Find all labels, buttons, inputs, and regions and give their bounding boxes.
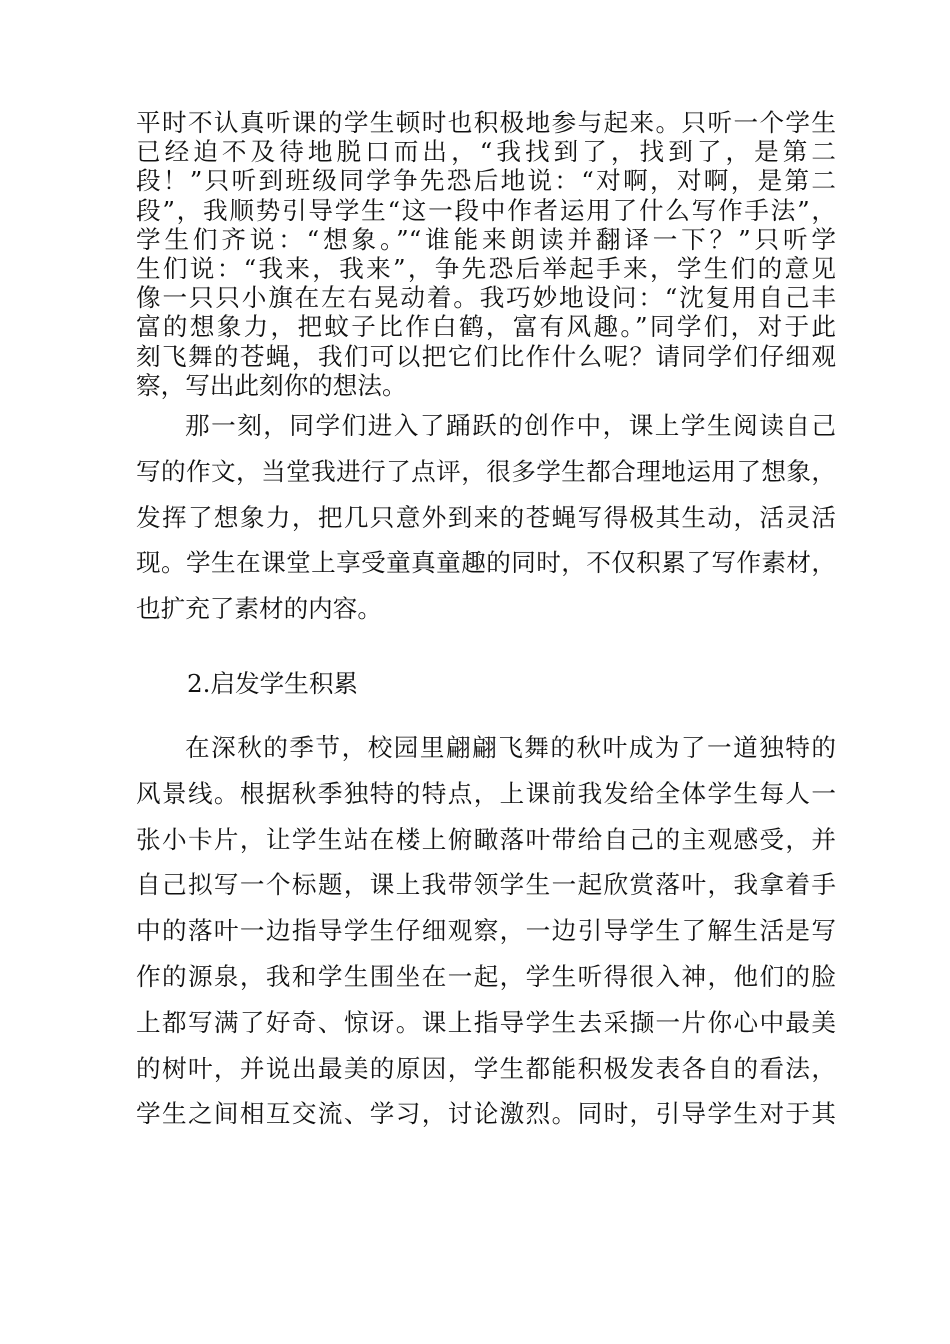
text-line: 上都写满了好奇、惊讶。课上指导学生去采撷一片你心中最美 [136, 1007, 836, 1037]
text-line: 的树叶，并说出最美的原因，学生都能积极发表各自的看法， [136, 1053, 836, 1083]
text-line: 学生之间相互交流、学习，讨论激烈。同时，引导学生对于其 [136, 1099, 836, 1129]
paragraph-creation [136, 403, 836, 632]
text-line: 那一刻，同学们进入了踊跃的创作中，课上学生阅读自己 [185, 411, 836, 440]
text-line: 像一只只小旗在左右晃动着。我巧妙地设问：“沈复用自己丰 [136, 283, 836, 313]
section-heading: 2.启发学生积累 [187, 669, 359, 698]
paragraph-autumn-leaves [136, 725, 836, 1137]
text-line: 发挥了想象力，把几只意外到来的苍蝇写得极其生动，活灵活 [136, 502, 836, 532]
paragraph-dialogue [136, 108, 836, 400]
text-line: 段！”只听到班级同学争先恐后地说：“对啊，对啊，是第二 [136, 166, 836, 196]
text-line: 平时不认真听课的学生顿时也积极地参与起来。只听一个学生 [136, 108, 836, 137]
text-line: 生们说：“我来，我来”，争先恐后举起手来，学生们的意见 [136, 253, 836, 283]
text-line: 风景线。根据秋季独特的特点，上课前我发给全体学生每人一 [136, 778, 836, 808]
text-line: 张小卡片，让学生站在楼上俯瞰落叶带给自己的主观感受，并 [136, 824, 836, 854]
text-line: 富的想象力，把蚊子比作白鹤，富有风趣。”同学们，对于此 [136, 312, 836, 342]
text-line: 学生们齐说：“想象。”“谁能来朗读并翻译一下？”只听学 [136, 224, 836, 254]
text-line: 写的作文，当堂我进行了点评，很多学生都合理地运用了想象， [136, 456, 836, 486]
text-line: 中的落叶一边指导学生仔细观察，一边引导学生了解生活是写 [136, 916, 836, 946]
text-line: 段”，我顺势引导学生“这一段中作者运用了什么写作手法”， [136, 195, 836, 225]
text-line: 察，写出此刻你的想法。 [136, 370, 407, 400]
text-line: 在深秋的季节，校园里翩翩飞舞的秋叶成为了一道独特的 [185, 733, 836, 762]
text-line: 刻飞舞的苍蝇，我们可以把它们比作什么呢？请同学们仔细观 [136, 341, 836, 371]
text-line: 也扩充了素材的内容。 [136, 594, 382, 624]
text-line: 已经迫不及待地脱口而出，“我找到了，找到了，是第二 [136, 137, 836, 167]
text-line: 作的源泉，我和学生围坐在一起，学生听得很入神，他们的脸 [136, 961, 836, 991]
text-line: 自己拟写一个标题，课上我带领学生一起欣赏落叶，我拿着手 [136, 870, 836, 900]
text-line: 现。学生在课堂上享受童真童趣的同时，不仅积累了写作素材， [136, 548, 836, 578]
